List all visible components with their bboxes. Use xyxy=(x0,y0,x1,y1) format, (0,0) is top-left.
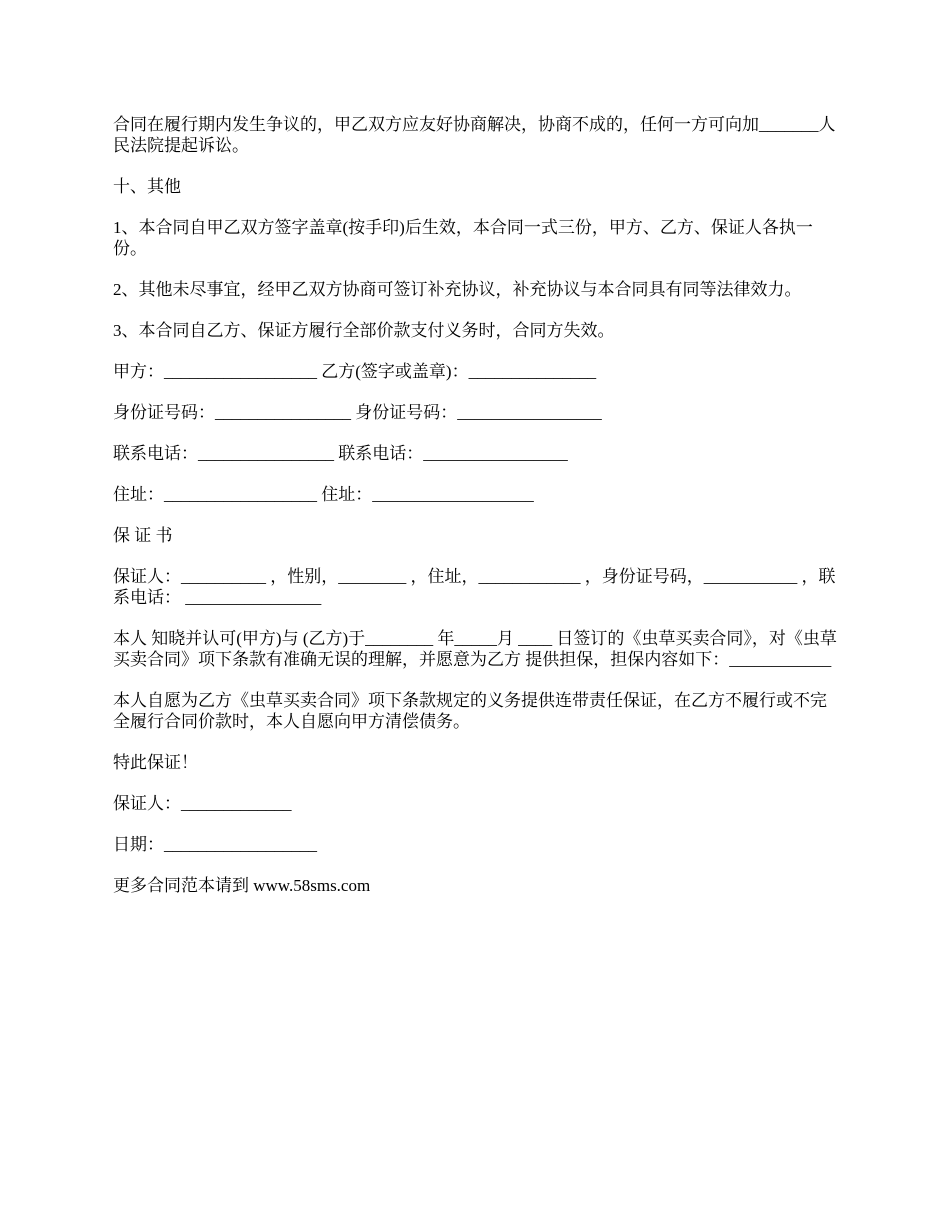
guarantor-info-paragraph: 保证人：__________ ，性别，________ ，住址，____________ ，身份证号码，___________ ，联系电话： ________________ xyxy=(113,567,836,607)
guarantor-signature-line: 保证人：_____________ xyxy=(113,794,292,813)
hereby-guarantee-line: 特此保证！ xyxy=(113,753,198,772)
joint-liability-paragraph: 本人自愿为乙方《虫草买卖合同》项下条款规定的义务提供连带责任保证，在乙方不履行或不完全履行合同价款时，本人自愿向甲方清偿债务。 xyxy=(113,691,827,731)
address-line: 住址：__________________ 住址：___________________ xyxy=(113,485,534,504)
id-number-line: 身份证号码：________________ 身份证号码：_________________ xyxy=(113,403,602,422)
date-line: 日期：__________________ xyxy=(113,835,317,854)
section-ten-heading: 十、其他 xyxy=(113,177,181,196)
clause-2-paragraph: 2、其他未尽事宜，经甲乙双方协商可签订补充协议，补充协议与本合同具有同等法律效力。 xyxy=(113,280,802,299)
phone-line: 联系电话：________________ 联系电话：_________________ xyxy=(113,444,568,463)
guarantee-title: 保 证 书 xyxy=(113,526,173,545)
guarantor-statement-paragraph: 本人 知晓并认可(甲方)与 (乙方)于________ 年_____月 ____ 日签订的《虫草买卖合同》，对《虫草买卖合同》项下条款有准确无误的理解，并愿意为乙方 提供担保，担保内容如下：____________ xyxy=(113,629,837,669)
party-signature-line: 甲方：__________________ 乙方(签字或盖章)：_______________ xyxy=(113,362,597,381)
clause-3-paragraph: 3、本合同自乙方、保证方履行全部价款支付义务时，合同方失效。 xyxy=(113,321,615,340)
clause-1-paragraph: 1、本合同自甲乙双方签字盖章(按手印)后生效，本合同一式三份，甲方、乙方、保证人各执一份。 xyxy=(113,218,813,258)
more-templates-footer: 更多合同范本请到 www.58sms.com xyxy=(113,876,371,895)
document-page xyxy=(113,114,843,896)
dispute-clause-paragraph: 合同在履行期内发生争议的，甲乙双方应友好协商解决，协商不成的，任何一方可向加_______人民法院提起诉讼。 xyxy=(113,115,836,155)
